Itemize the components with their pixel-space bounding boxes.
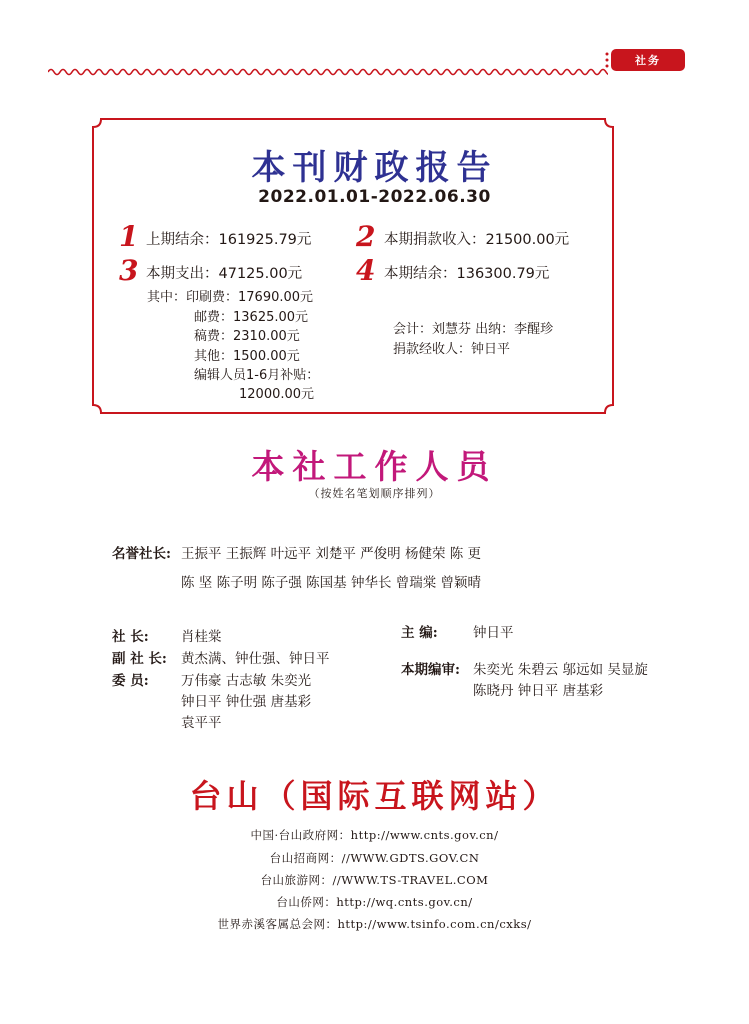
issue-editors-label: 本期编审: [401,662,460,678]
breakdown-editor-allowance: 编辑人员1-6月补贴： [194,368,320,383]
vice-president-names: 黄杰满、钟仕强、钟日平 [181,651,330,667]
members-names-2: 钟日平 钟仕强 唐基彩 [181,694,312,710]
item-current-balance: 本期结余：136300.79元 [384,266,550,282]
breakdown-royalties: 稿费：2310.00元 [194,329,300,344]
staff-subtitle: （按姓名笔划顺序排列） [308,487,441,500]
issue-editors-names-1: 朱奕光 朱碧云 邬远如 吴显旋 [473,662,648,678]
members-label: 委 员: [112,673,149,689]
vice-president-label: 副 社 长: [112,651,167,667]
websites-title: 台山（国际互联网站） [189,777,560,815]
item-number-2: 2 [356,220,376,253]
item-prev-balance: 上期结余：161925.79元 [146,232,312,248]
site-investment: 台山招商网：//WWW.GDTS.GOV.CN [269,851,480,865]
president-name: 肖桂棠 [181,629,222,645]
site-overseas: 台山侨网：http://wq.cnts.gov.cn/ [276,895,473,909]
accountant-cashier: 会计：刘慧芬 出纳：李醒珍 [393,322,554,337]
breakdown-printing: 其中：印刷费：17690.00元 [147,290,314,305]
section-tag: 社务 [611,49,685,71]
item-number-1: 1 [119,220,139,253]
honorary-label: 名誉社长: [112,546,171,562]
issue-editors-names-2: 陈晓丹 钟日平 唐基彩 [473,683,604,699]
breakdown-postage: 邮费：13625.00元 [194,310,309,325]
header-wave-border [48,66,608,78]
item-donations: 本期捐款收入：21500.00元 [384,232,570,248]
item-number-4: 4 [356,254,376,287]
breakdown-allowance-amount: 12000.00元 [239,387,315,402]
site-tourism: 台山旅游网：//WWW.TS-TRAVEL.COM [260,873,489,887]
report-title: 本刊财政报告 [251,148,498,188]
editor-label: 主 编: [401,625,438,641]
staff-title: 本社工作人员 [251,447,498,486]
president-label: 社 长: [112,629,149,645]
editor-name: 钟日平 [473,625,514,641]
honorary-names-2: 陈 坚 陈子明 陈子强 陈国基 钟华长 曾瑞棠 曾颖晴 [181,575,482,591]
item-expenses: 本期支出：47125.00元 [146,266,303,282]
item-number-3: 3 [119,254,139,287]
breakdown-other: 其他：1500.00元 [194,349,300,364]
site-government: 中国·台山政府网：http://www.cnts.gov.cn/ [250,828,499,842]
honorary-names-1: 王振平 王振辉 叶远平 刘楚平 严俊明 杨健荣 陈 更 [181,546,482,562]
members-names-1: 万伟豪 古志敏 朱奕光 [181,673,312,689]
tag-dots [604,49,611,71]
site-chikai-hakka: 世界赤溪客属总会网：http://www.tsinfo.com.cn/cxks/ [217,917,532,931]
donation-receiver: 捐款经收人：钟日平 [393,342,511,357]
report-period: 2022.01.01-2022.06.30 [258,187,491,207]
members-names-3: 袁平平 [181,715,222,731]
